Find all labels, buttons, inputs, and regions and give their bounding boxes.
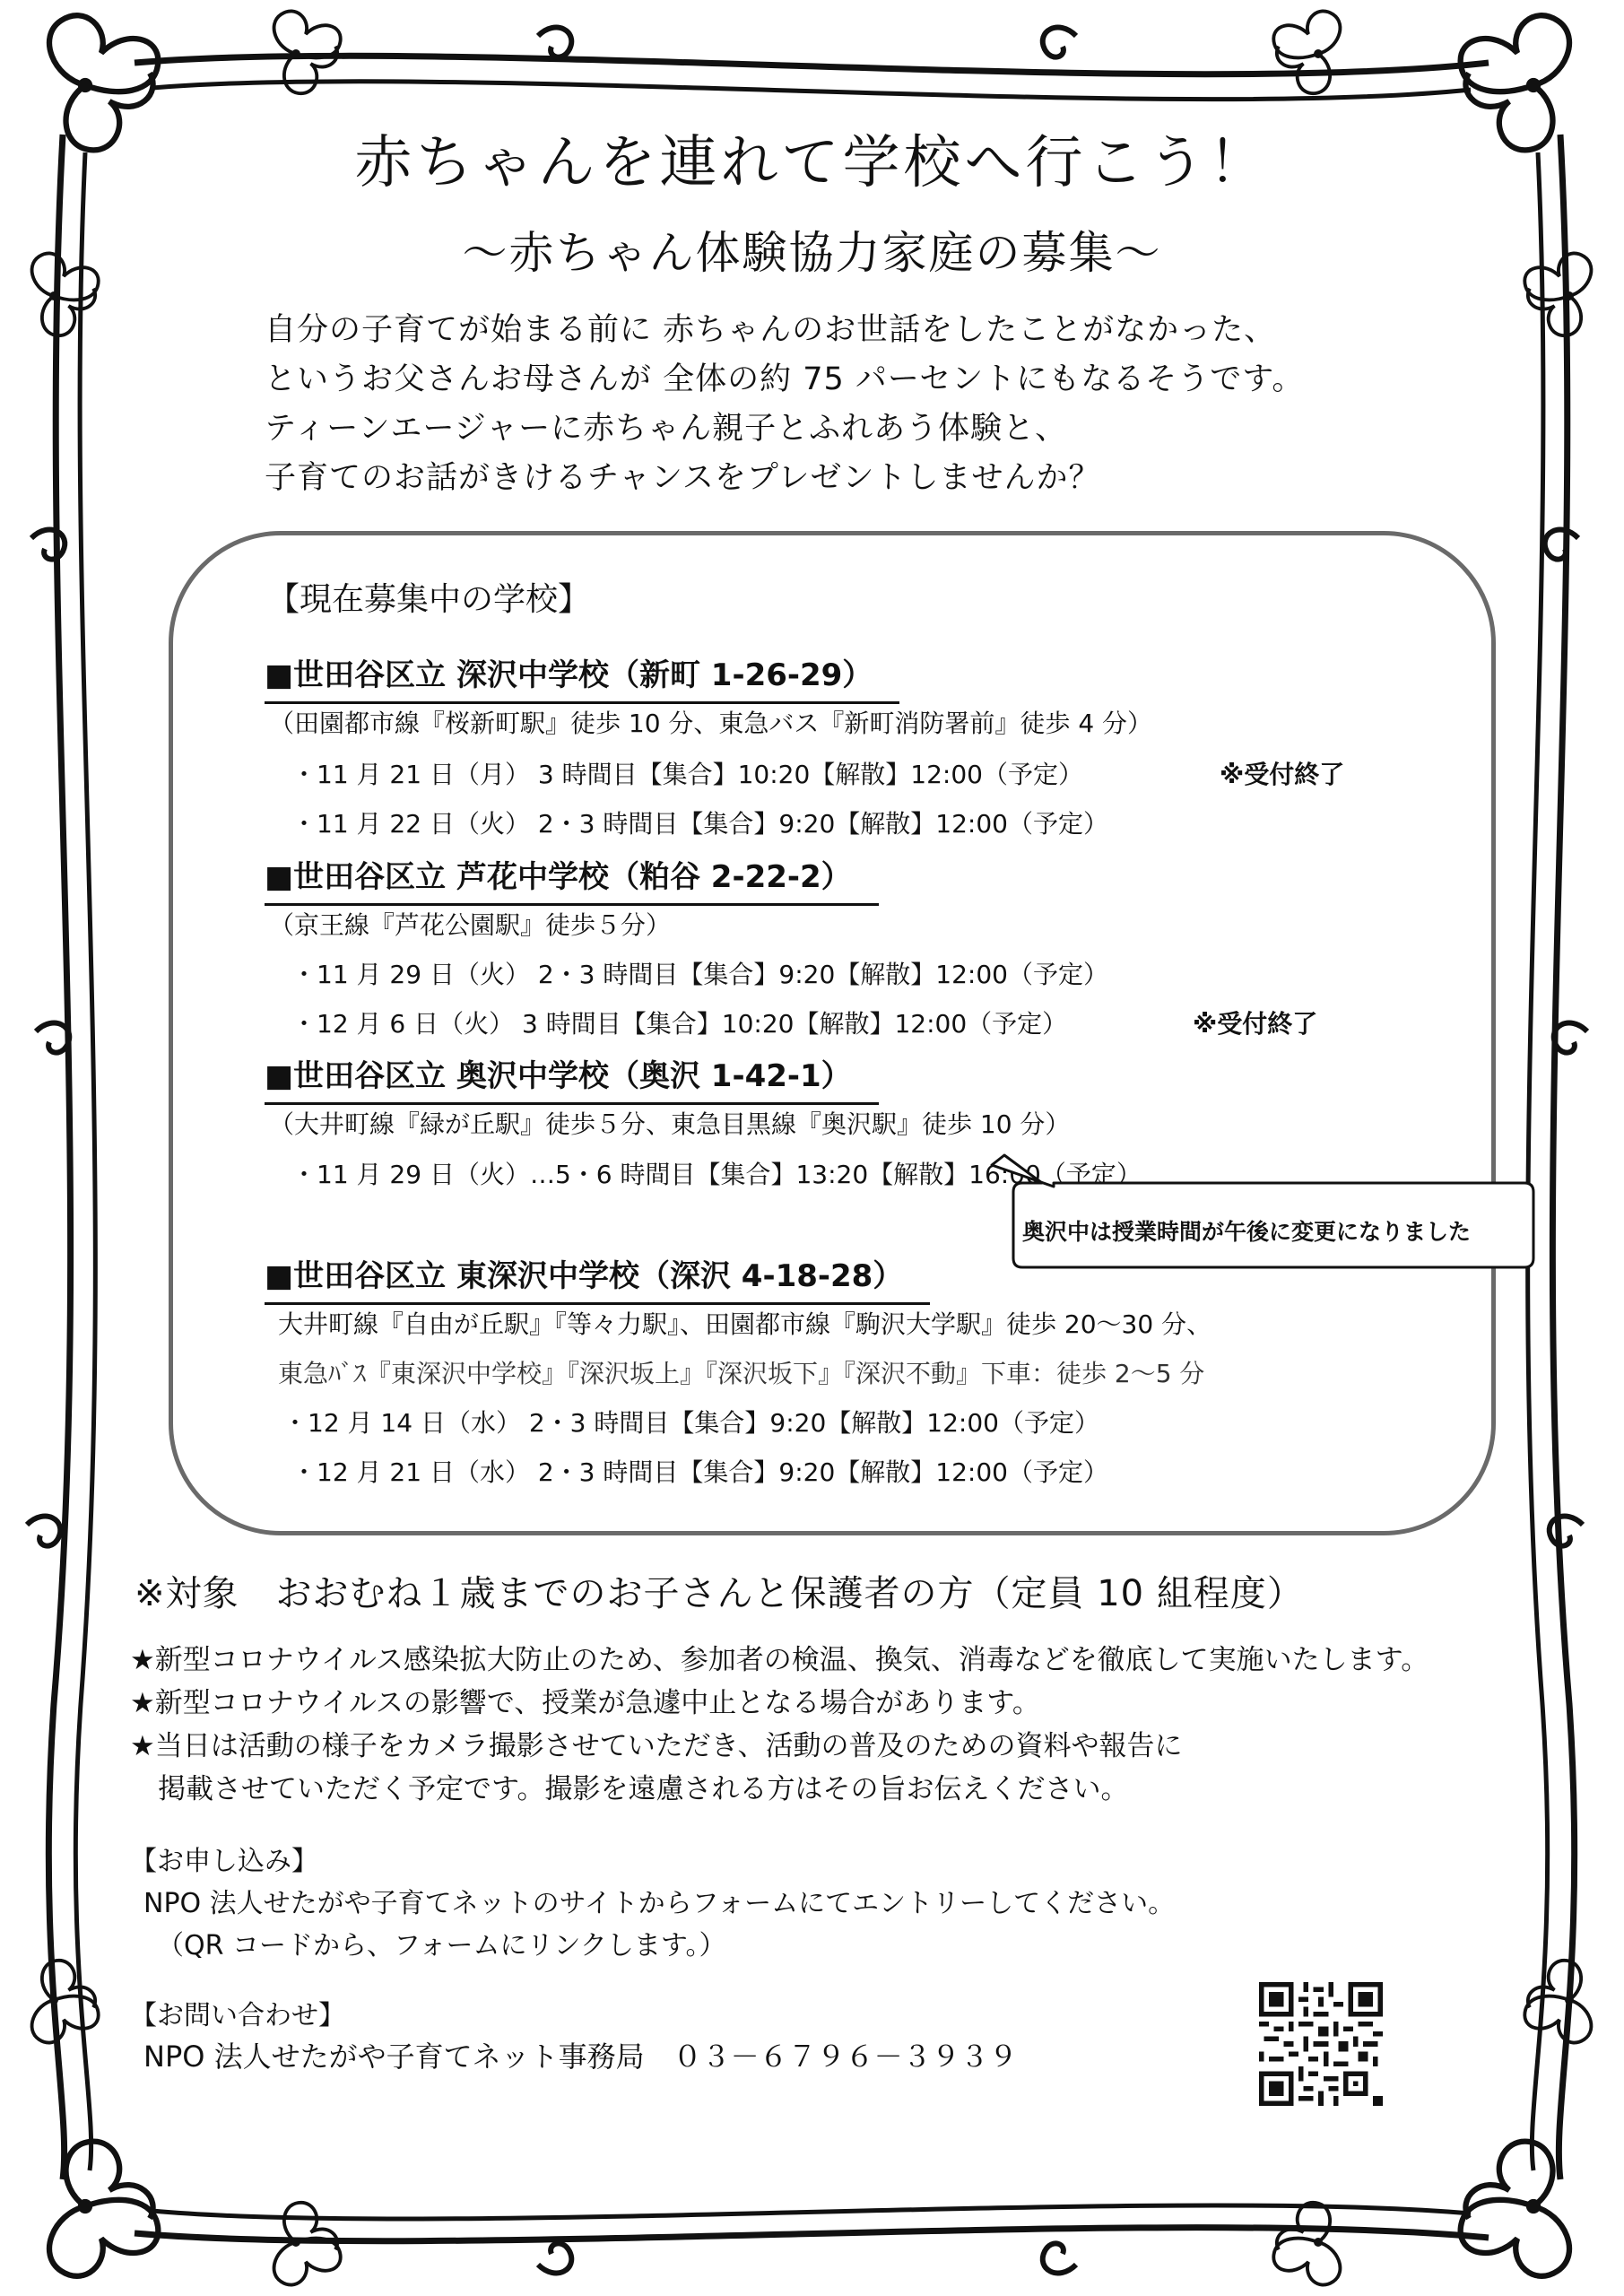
school-title: ■世田谷区立 東深沢中学校（深沢 4-18-28） bbox=[265, 1251, 930, 1305]
callout-text: 奥沢中は授業時間が午後に変更になりました bbox=[1022, 1219, 1472, 1245]
closed-badge: ※受付終了 bbox=[1193, 1009, 1318, 1039]
school-access: （京王線『芦花公園駅』徒歩５分） bbox=[269, 910, 672, 940]
school-access: （大井町線『緑が丘駅』徒歩５分、東急目黒線『奥沢駅』徒歩 10 分） bbox=[269, 1109, 1071, 1139]
note-item: 掲載させていただく予定です。撮影を遠慮される方はその旨お伝えください。 bbox=[130, 1773, 1129, 1805]
application-text: （QR コードから、フォームにリンクします。） bbox=[157, 1930, 726, 1961]
intro-line: ティーンエージャーに赤ちゃん親子とふれあう体験と、 bbox=[265, 411, 1068, 447]
session-item: ・11 月 29 日（火） 2・3 時間目【集合】9:20【解散】12:00（予定） bbox=[291, 960, 1108, 989]
contact-text: NPO 法人せたがや子育てネット事務局 ０３－６７９６－３９３９ bbox=[143, 2039, 1018, 2074]
session-item: ・12 月 14 日（水） 2・3 時間目【集合】9:20【解散】12:00（予定） bbox=[282, 1408, 1099, 1438]
intro-line: というお父さんお母さんが 全体の約 75 パーセントにもなるそうです。 bbox=[265, 361, 1305, 397]
session-item: ・11 月 22 日（火） 2・3 時間目【集合】9:20【解散】12:00（予定） bbox=[291, 809, 1108, 839]
closed-badge: ※受付終了 bbox=[1220, 760, 1345, 789]
qr-code-icon[interactable] bbox=[1259, 1982, 1383, 2106]
session-item: ・11 月 29 日（火）…5・6 時間目【集合】13:20【解散】16:00（予定） bbox=[291, 1160, 1142, 1189]
note-item: ★新型コロナウイルスの影響で、授業が急遽中止となる場合があります。 bbox=[130, 1687, 1040, 1719]
session-item: ・11 月 21 日（月） 3 時間目【集合】10:20【解散】12:00（予定） bbox=[291, 760, 1083, 789]
page-title: 赤ちゃんを連れて学校へ行こう！ bbox=[354, 130, 1270, 196]
application-label: 【お申し込み】 bbox=[130, 1846, 318, 1877]
recruiting-heading: 【現在募集中の学校】 bbox=[267, 581, 591, 618]
school-access: 大井町線『自由が丘駅』『等々力駅』、田園都市線『駒沢大学駅』徒歩 20～30 分、 bbox=[278, 1309, 1212, 1339]
intro-line: 自分の子育てが始まる前に 赤ちゃんのお世話をしたことがなかった、 bbox=[265, 312, 1277, 348]
intro-line: 子育てのお話がきけるチャンスをプレゼントしませんか？ bbox=[265, 460, 1101, 496]
note-item: ★当日は活動の様子をカメラ撮影させていただき、活動の普及のための資料や報告に bbox=[130, 1730, 1183, 1762]
school-access: 東急ﾊﾞｽ『東深沢中学校』『深沢坂上』『深沢坂下』『深沢不動』下車：徒歩 2～5 分 bbox=[278, 1359, 1205, 1388]
contact-label: 【お問い合わせ】 bbox=[130, 2000, 345, 2031]
school-title: ■世田谷区立 奥沢中学校（奥沢 1-42-1） bbox=[265, 1051, 879, 1105]
page-subtitle: ～赤ちゃん体験協力家庭の募集～ bbox=[462, 227, 1162, 279]
application-text: NPO 法人せたがや子育てネットのサイトからフォームにてエントリーしてください。 bbox=[143, 1888, 1176, 1919]
session-item: ・12 月 6 日（火） 3 時間目【集合】10:20【解散】12:00（予定） bbox=[291, 1009, 1068, 1039]
target-audience: ※対象 おおむね１歳までのお子さんと保護者の方（定員 10 組程度） bbox=[135, 1573, 1304, 1614]
school-title: ■世田谷区立 芦花中学校（粕谷 2-22-2） bbox=[265, 852, 879, 906]
note-item: ★新型コロナウイルス感染拡大防止のため、参加者の検温、換気、消毒などを徹底して実施いたします。 bbox=[130, 1644, 1429, 1676]
session-item: ・12 月 21 日（水） 2・3 時間目【集合】9:20【解散】12:00（予定） bbox=[291, 1457, 1108, 1487]
school-title: ■世田谷区立 深沢中学校（新町 1-26-29） bbox=[265, 650, 899, 704]
school-access: （田園都市線『桜新町駅』徒歩 10 分、東急バス『新町消防署前』徒歩 4 分） bbox=[269, 709, 1153, 738]
